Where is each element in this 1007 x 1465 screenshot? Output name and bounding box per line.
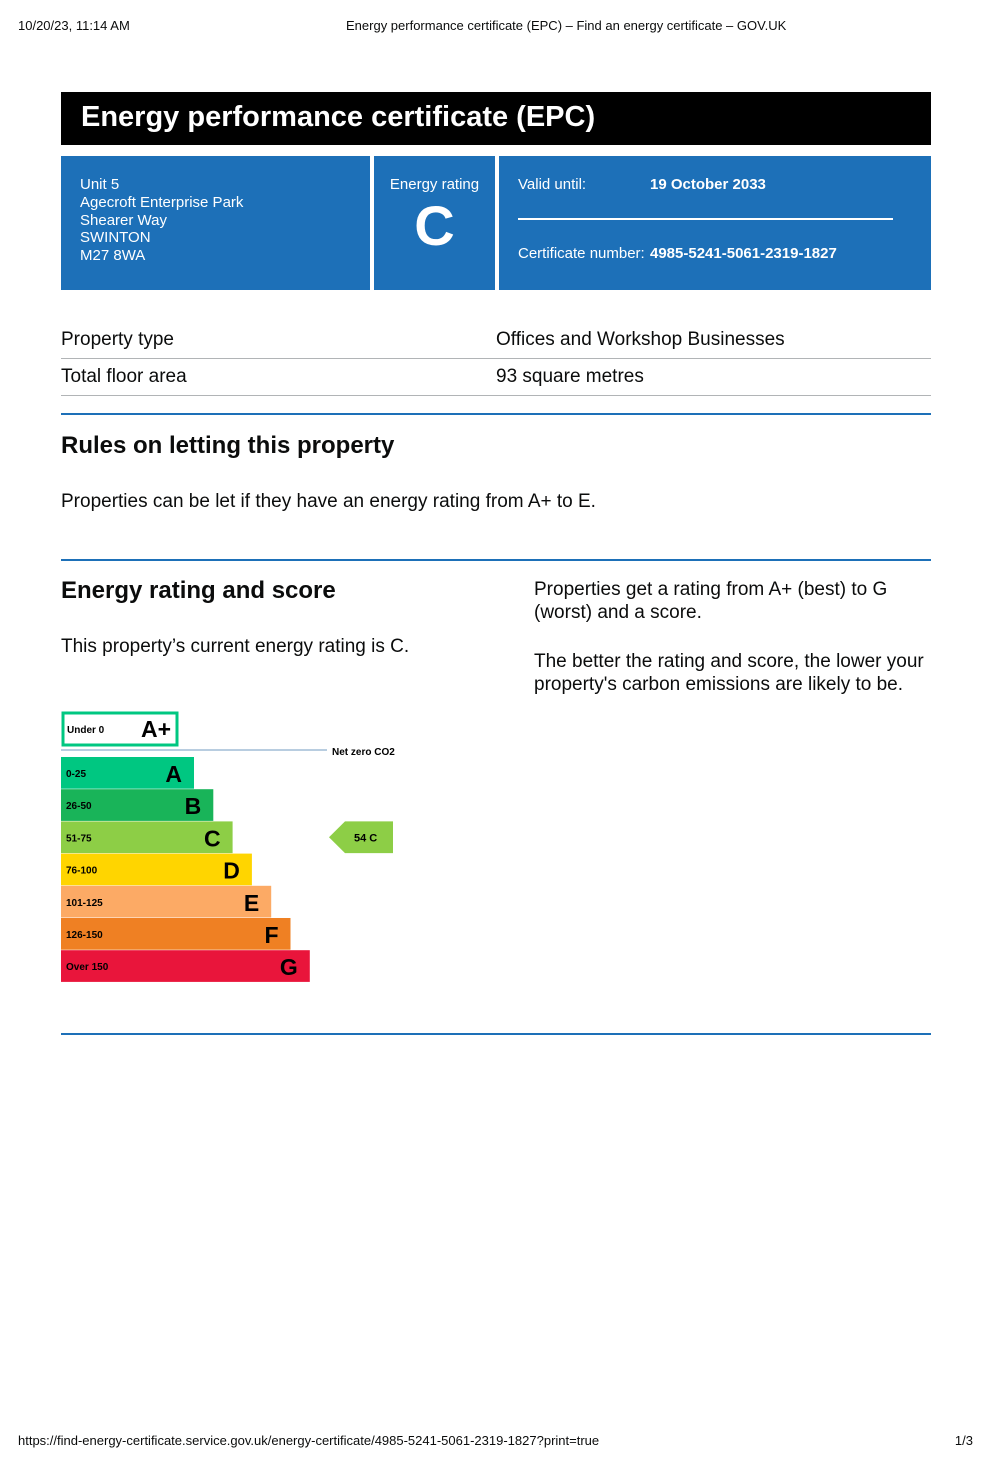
rating-heading: Energy rating and score [61,577,336,604]
property-type-row [61,322,931,359]
section-divider [61,559,931,561]
address-line: Agecroft Enterprise Park [80,194,244,211]
net-zero-label: Net zero CO2 [332,747,395,758]
rating-info-text: Properties get a rating from A+ (best) to G (worst) and a score. [534,579,888,623]
current-rating-label: 54 C [354,832,378,845]
print-header [18,18,989,36]
band-range-label: 101-125 [66,897,103,909]
band-letter: C [203,825,221,852]
current-rating-text: This property’s current energy rating is C. [61,636,410,657]
certificate-number-label: Certificate number: [518,245,645,262]
rating-letter: C [414,194,455,257]
energy-rating-chart-svg [61,710,401,990]
title-bar [61,92,931,145]
band-letter: B [184,793,202,820]
section-divider [61,413,931,415]
band-letter: A [165,761,182,787]
address-line: M27 8WA [80,247,146,264]
band-letter: F [264,922,279,948]
panel-divider [518,218,893,220]
band-range-label: Over 150 [66,962,109,974]
rating-info-text-2: The better the rating and score, the lower your property's carbon emissions are likely to be. [534,651,924,695]
floor-area-row [61,359,931,396]
band-range-label: 26-50 [66,801,92,813]
letting-text: Properties can be let if they have an energy rating from A+ to E. [61,491,596,512]
band-letter: A+ [140,716,171,742]
certificate-number-value: 4985-5241-5061-2319-1827 [650,245,837,262]
row-value: 93 square metres [496,366,644,387]
rating-panel [374,156,495,290]
band-range-label: 51-75 [66,833,92,845]
page-number: 1/3 [954,1433,973,1448]
band-range-label: Under 0 [67,725,105,736]
print-date: 10/20/23, 11:14 AM [18,18,130,33]
band-range-label: 76-100 [66,865,98,877]
row-value: Offices and Workshop Businesses [496,329,785,350]
validity-panel [499,156,931,290]
band-letter: G [279,954,298,981]
energy-rating-chart [61,710,401,990]
valid-until-value: 19 October 2033 [650,176,766,193]
band-range-label: 126-150 [66,930,103,941]
band-letter: D [223,857,240,884]
band-range-label: 0-25 [66,769,87,780]
address-line: SWINTON [80,229,151,246]
rating-label: Energy rating [389,176,480,193]
address-line: Shearer Way [80,212,167,229]
section-divider [61,1033,931,1035]
address-line: Unit 5 [80,176,120,193]
valid-until-label: Valid until: [518,176,587,193]
print-url: https://find-energy-certificate.service.gov.uk/energy-certificate/4985-5241-5061-2319-1827?print=true [18,1433,600,1448]
address-panel [61,156,370,290]
row-key: Total floor area [61,366,187,387]
print-page-title: Energy performance certificate (EPC) – Find an energy certificate – GOV.UK [346,18,787,33]
page-title: Energy performance certificate (EPC) [81,101,596,133]
row-key: Property type [61,329,174,350]
certificate-summary [61,156,931,290]
letting-heading: Rules on letting this property [61,432,395,459]
property-details [61,322,931,396]
band-letter: E [243,889,260,916]
